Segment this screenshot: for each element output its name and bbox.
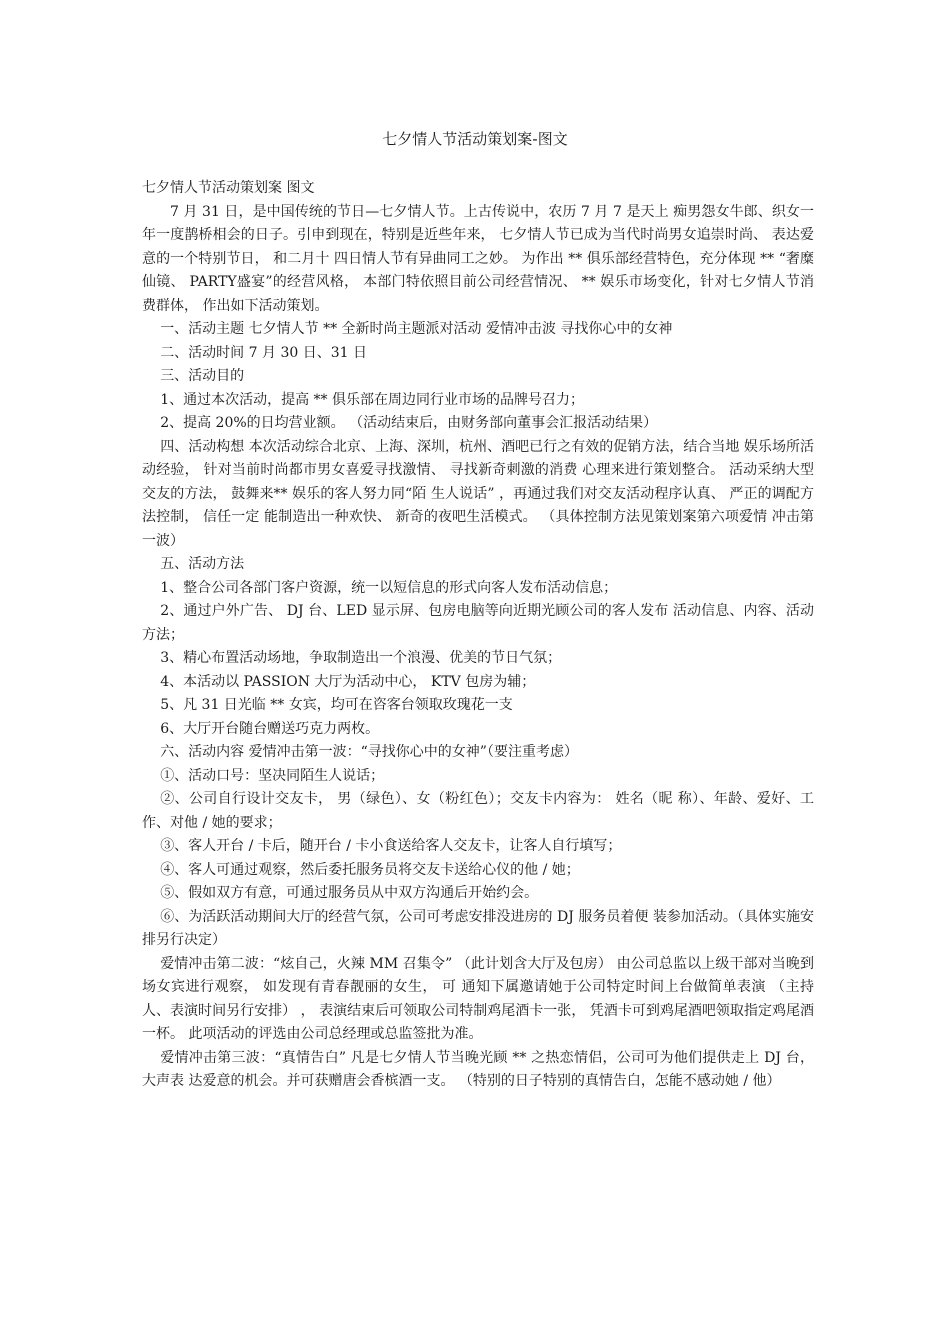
content-item: ②、公司自行设计交友卡， 男（绿色）、女（粉红色）；交友卡内容为： 姓名（昵 称）、年龄、爱好、工作、对他 / 她的要求；	[142, 791, 814, 831]
method-item: 4、本活动以 PASSION 大厅为活动中心， KTV 包房为辅；	[160, 673, 536, 690]
content-item: ⑥、为活跃活动期间大厅的经营气氛，公司可考虑安排没进房的 DJ 服务员着便 装参加活动。（具体实施安排另行决定）	[142, 908, 814, 948]
purpose-item: 1、通过本次活动，提高 ** 俱乐部在周边同行业市场的品牌号召力；	[160, 391, 584, 408]
subtitle-paragraph: 七夕情人节活动策划案 图文	[142, 180, 315, 196]
section-time: 二、活动时间 7 月 30 日、31 日	[160, 344, 367, 361]
section-purpose-heading: 三、活动目的	[160, 368, 245, 384]
content-item: ①、活动口号：坚决同陌生人说话；	[160, 767, 385, 784]
method-item: 5、凡 31 日光临 ** 女宾，均可在咨客台领取玫瑰花一支	[160, 697, 513, 713]
content-item: ④、客人可通过观察，然后委托服务员将交友卡送给心仪的他 / 她；	[160, 861, 580, 878]
intro-paragraph: 7 月 31 日，是中国传统的节日—七夕情人节。上古传说中，农历 7 月 7 是天上 痴男怨女牛郎、织女一年一度鹊桥相会的日子。引申到现在，特别是近些年来， 七夕情人节已成为当代时尚男女追崇时尚、 表达爱意的一个特别节日， 和二月十 四日情人节有异曲同工之妙。 为作出 ** 俱乐部经营特色，充分体现 ** “奢糜仙镜、 PARTY盛宴”的经营风格， 本部门特依照目前公司经营情况、 ** 娱乐市场变化，针对七夕情人节消费群体， 作出如下活动策划。	[142, 203, 814, 314]
wave-two-paragraph: 爱情冲击第二波：“炫自己，火辣 MM 召集令” （此计划含大厅及包房） 由公司总监以上级干部对当晚到场女宾进行观察， 如发现有青春靓丽的女生， 可 通知下属邀请她于公司特定时间上台做简单表演 （主持人、表演时间另行安排） ， 表演结束后可领取公司特制鸡尾酒卡一张， 凭酒卡可到鸡尾酒吧领取指定鸡尾酒 一杯。 此项活动的评选由公司总经理或总监签批为准。	[142, 955, 814, 1042]
method-item: 3、精心布置活动场地，争取制造出一个浪漫、优美的节日气氛；	[160, 650, 562, 666]
document-title: 七夕情人节活动策划案-图文	[382, 130, 568, 148]
section-concept: 四、活动构想 本次活动综合北京、上海、深圳，杭州、酒吧已行之有效的促销方法，结合当地 娱乐场所活动经验， 针对当前时尚都市男女喜爱寻找激情、 寻找新奇刺激的消费 心理来进行策划整合。 活动采纳大型交友的方法， 鼓舞来** 娱乐的客人努力同“陌 生人说话” ，再通过我们对交友活动程序认真、 严正的调配方法控制， 信任一定 能制造出一种欢快、 新奇的夜吧生活模式。 （具体控制方法见策划案第六项爱情 冲击第一波）	[142, 438, 814, 549]
method-item: 6、大厅开台随台赠送巧克力两枚。	[160, 720, 380, 737]
content-item: ③、客人开台 / 卡后，随开台 / 卡小食送给客人交友卡，让客人自行填写；	[160, 838, 622, 854]
wave-three-paragraph: 爱情冲击第三波：“真情告白” 凡是七夕情人节当晚光顾 ** 之热恋情侣，公司可为他们提供走上 DJ 台，大声表 达爱意的机会。并可获赠唐会香槟酒一支。 （特别的日子特别的真情告白，怎能不感动她 / 他）	[142, 1049, 814, 1089]
method-item: 2、通过户外广告、 DJ 台、LED 显示屏、包房电脑等向近期光顾公司的客人发布 活动信息、内容、活动方法；	[142, 603, 814, 643]
section-content-heading: 六、活动内容 爱情冲击第一波：“寻找你心中的女神”（要注重考虑）	[160, 744, 578, 760]
section-method-heading: 五、活动方法	[160, 556, 245, 572]
content-item: ⑤、假如双方有意，可通过服务员从中双方沟通后开始约会。	[160, 885, 539, 901]
purpose-item: 2、提高 20%的日均营业额。 （活动结束后，由财务部向董事会汇报活动结果）	[160, 415, 658, 431]
method-item: 1、整合公司各部门客户资源，统一以短信息的形式向客人发布活动信息；	[160, 579, 618, 596]
document-body	[142, 177, 814, 1094]
section-theme: 一、活动主题 七夕情人节 ** 全新时尚主题派对活动 爱情冲击波 寻找你心中的女神	[160, 321, 673, 337]
